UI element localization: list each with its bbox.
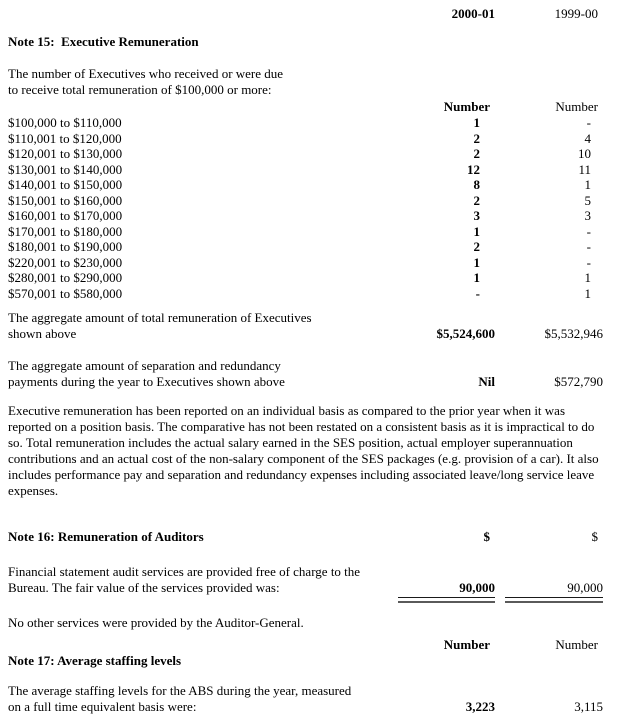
- aggregate-total-line2: shown above: [8, 326, 77, 341]
- separation-prior: $572,790: [554, 374, 603, 389]
- band-range: $160,001 to $170,000: [8, 208, 123, 223]
- band-range: $110,001 to $120,000: [8, 130, 122, 146]
- note15-column-headers: [8, 99, 603, 115]
- note16-total-rules: [8, 596, 603, 603]
- note15-intro: [8, 66, 603, 98]
- note17-body-line2: on a full time equivalent basis were:: [8, 699, 197, 714]
- band-prior: 11: [578, 161, 591, 177]
- aggregate-total-prior: $5,532,946: [544, 326, 603, 341]
- band-prior: -: [586, 223, 591, 239]
- band-current: 12: [467, 161, 480, 177]
- separation-current: Nil: [478, 374, 495, 389]
- band-current: 1: [473, 115, 480, 130]
- note16-col-label-prior: $: [591, 529, 598, 544]
- table-row: [8, 286, 603, 302]
- band-current: 1: [473, 270, 480, 285]
- band-prior: -: [586, 254, 591, 270]
- table-row: [8, 162, 603, 178]
- band-current: 3: [473, 208, 480, 223]
- band-prior: 1: [584, 177, 591, 192]
- band-range: $150,001 to $160,000: [8, 192, 123, 208]
- table-row: [8, 131, 603, 147]
- year-header-current: 2000-01: [451, 6, 495, 21]
- table-row: [8, 270, 603, 286]
- staffing-current: 3,223: [465, 699, 495, 714]
- aggregate-total-line1-row: [8, 310, 603, 326]
- band-current: 2: [473, 192, 480, 208]
- band-prior: 10: [578, 146, 591, 161]
- band-prior: 1: [584, 285, 591, 301]
- band-current: 1: [473, 254, 480, 270]
- note16-body-line2: Bureau. The fair value of the services provided was:: [8, 580, 280, 595]
- remuneration-band-table: [8, 115, 603, 301]
- band-range: $280,001 to $290,000: [8, 270, 123, 285]
- note17-body-block: [8, 683, 603, 715]
- aggregate-total-line1: The aggregate amount of total remuneration of Executives: [8, 310, 312, 325]
- double-rule-prior: [505, 597, 603, 603]
- aggregate-total-block: [8, 310, 603, 342]
- note17-col-label-prior: Number: [555, 637, 598, 652]
- note16-line2-row: [8, 580, 603, 596]
- separation-line2: payments during the year to Executives shown above: [8, 374, 285, 389]
- table-row: [8, 115, 603, 131]
- note16-col-label-current: $: [483, 529, 490, 544]
- aggregate-total-line2-row: [8, 326, 603, 342]
- note17-body-line1: The average staffing levels for the ABS during the year, measured: [8, 683, 352, 698]
- note15-col-label-current: Number: [443, 99, 490, 114]
- separation-line1-row: [8, 358, 603, 374]
- band-current: 1: [473, 223, 480, 239]
- separation-line2-row: [8, 374, 603, 390]
- band-range: $570,001 to $580,000: [8, 285, 123, 301]
- staffing-prior: 3,115: [574, 699, 603, 714]
- band-range: $180,001 to $190,000: [8, 239, 123, 254]
- note16-header-row: [8, 529, 603, 545]
- band-prior: 1: [584, 270, 591, 285]
- note15-title: Note 15: Executive Remuneration: [8, 34, 199, 49]
- note17-col-label-current: Number: [443, 637, 490, 652]
- band-range: $130,001 to $140,000: [8, 161, 123, 177]
- band-range: $220,001 to $230,000: [8, 254, 123, 270]
- double-rule-current: [398, 597, 495, 603]
- table-row: [8, 208, 603, 224]
- note16-body-block: [8, 564, 603, 603]
- note16-title: Note 16: Remuneration of Auditors: [8, 529, 204, 544]
- year-header-row: [8, 6, 603, 22]
- note16-footer: No other services were provided by the Auditor-General.: [8, 615, 304, 630]
- band-current: 8: [473, 177, 480, 192]
- band-range: $120,001 to $130,000: [8, 146, 123, 161]
- note17-column-headers: [8, 637, 603, 653]
- table-row: [8, 193, 603, 209]
- band-current: -: [475, 285, 480, 301]
- note17-line1-row: [8, 683, 603, 699]
- table-row: [8, 255, 603, 271]
- note15-explanatory-paragraph: Executive remuneration has been reported on an individual basis as compared to the prior year when it was reported on a position basis. The comparative has not been restated on a consistent basis as it is impractical to do so. Total remuneration includes the actual salary earned in the SES position, actual employer superannuation contributions and an actual cost of the non-salary component of the SES packages (e.g. provision of a car). It also includes performance pay and separation and redundancy expenses including associated leave/long service leave expenses.: [8, 403, 599, 498]
- band-current: 2: [473, 239, 480, 254]
- band-range: $100,000 to $110,000: [8, 115, 122, 130]
- audit-fee-prior: 90,000: [567, 580, 603, 595]
- band-prior: 5: [584, 192, 591, 208]
- band-prior: -: [586, 115, 591, 130]
- note17-title: Note 17: Average staffing levels: [8, 653, 182, 668]
- note17-line2-row: [8, 699, 603, 715]
- separation-line1: The aggregate amount of separation and redundancy: [8, 358, 281, 373]
- table-row: [8, 177, 603, 193]
- band-current: 2: [473, 130, 480, 146]
- note15-intro-line1: The number of Executives who received or were due: [8, 66, 284, 81]
- note16-body-line1: Financial statement audit services are provided free of charge to the: [8, 564, 361, 579]
- note16-line1-row: [8, 564, 603, 580]
- note15-intro-line2: to receive total remuneration of $100,000 or more:: [8, 82, 272, 97]
- band-prior: -: [586, 239, 591, 254]
- table-row: [8, 239, 603, 255]
- audit-fee-current: 90,000: [459, 580, 495, 595]
- band-prior: 3: [584, 208, 591, 223]
- band-prior: 4: [584, 130, 591, 146]
- band-range: $140,001 to $150,000: [8, 177, 123, 192]
- separation-block: [8, 358, 603, 390]
- table-row: [8, 224, 603, 240]
- band-range: $170,001 to $180,000: [8, 223, 123, 239]
- note15-col-label-prior: Number: [555, 99, 598, 114]
- band-current: 2: [473, 146, 480, 161]
- aggregate-total-current: $5,524,600: [436, 326, 495, 341]
- year-header-prior: 1999-00: [554, 6, 598, 21]
- table-row: [8, 146, 603, 162]
